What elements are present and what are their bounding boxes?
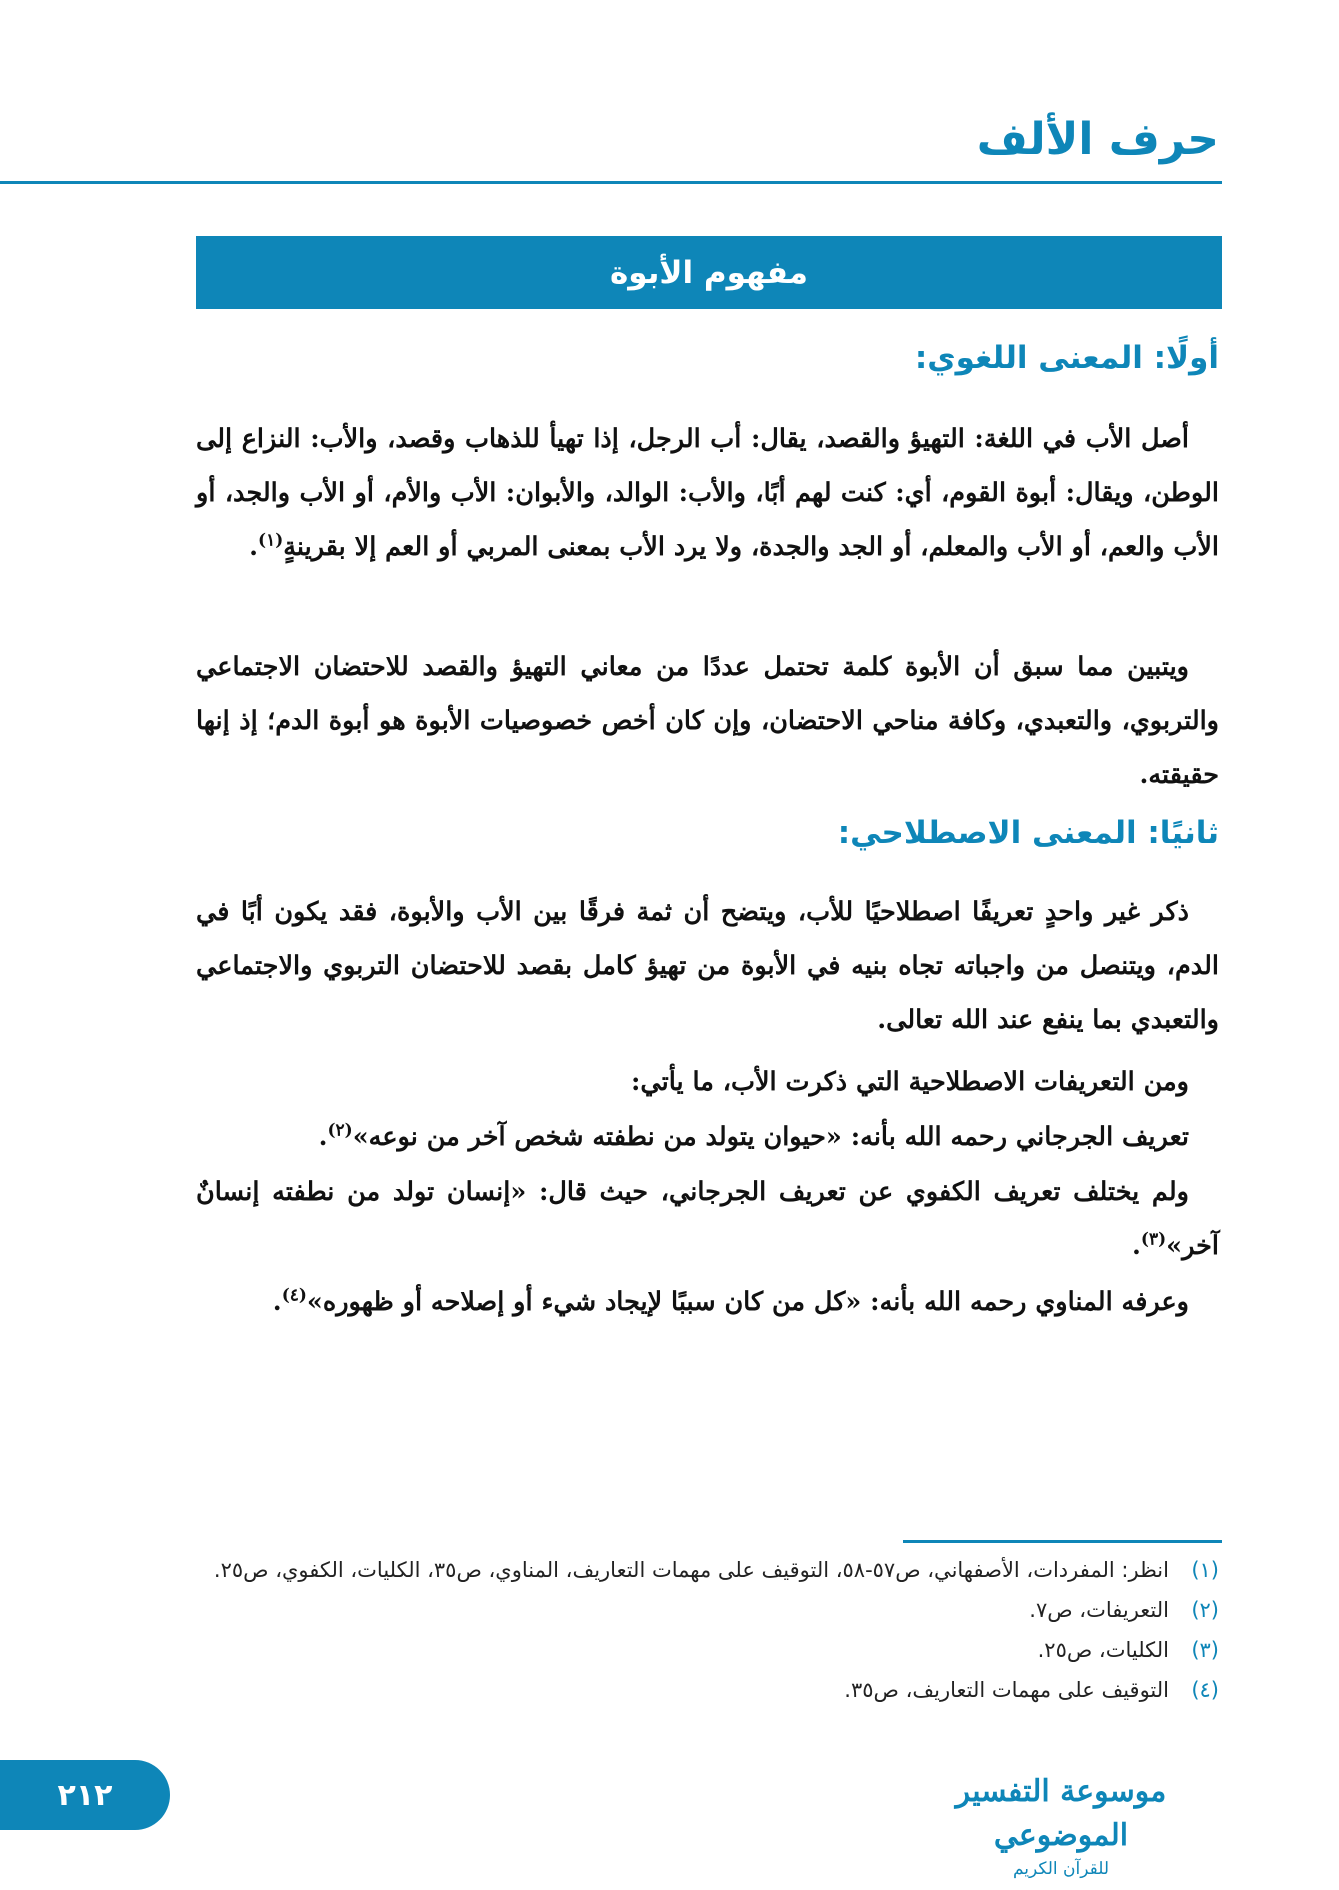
footnote-number: (١) — [1191, 1558, 1219, 1582]
footnote-number: (٤) — [1191, 1678, 1219, 1702]
footnote-ref-3[interactable]: (٣) — [1140, 1229, 1167, 1250]
paragraph-text: أصل الأب في اللغة: التهيؤ والقصد، يقال: أب الرجل، إذا تهيأ للذهاب وقصد، والأب: النزاع إلى الوطن، ويقال: أبوة القوم، أي: كنت لهم أبًا، والأب: الوالد، والأبوان: الأب والأم، أو الأب والجد، أو الأب والعم، أو الأب والمعلم، أو الجد والجدة، ولا يرد الأب بمعنى المربي أو العم إلا بقرينةٍ — [196, 424, 1219, 562]
paragraph-text: ولم يختلف تعريف الكفوي عن تعريف الجرجاني، حيث قال: «إنسان تولد من نطفته إنسانٌ آخر» — [196, 1177, 1219, 1261]
footnote-number: (٢) — [1191, 1598, 1219, 1622]
period: . — [318, 1122, 328, 1152]
logo-title: موسوعة التفسير الموضوعي — [955, 1774, 1167, 1853]
footnote-divider — [903, 1540, 1222, 1543]
footnote-number: (٣) — [1191, 1638, 1219, 1662]
footnote-2 — [196, 1590, 1219, 1630]
heading-technical-meaning: ثانيًا: المعنى الاصطلاحي: — [837, 815, 1219, 851]
period: . — [249, 532, 259, 562]
footnote-ref-4[interactable]: (٤) — [281, 1285, 307, 1306]
footnote-text: الكليات، ص٢٥. — [1037, 1638, 1169, 1662]
period: . — [272, 1287, 282, 1317]
footnote-ref-1[interactable]: (١) — [258, 530, 284, 551]
footnote-text: التعريفات، ص٧. — [1029, 1598, 1169, 1622]
period: . — [1132, 1231, 1141, 1261]
section-title-bar — [196, 236, 1222, 309]
header-divider — [0, 181, 1222, 184]
paragraph-kafawi-definition — [196, 1165, 1219, 1273]
section-title: مفهوم الأبوة — [610, 254, 809, 291]
footnote-text: التوقيف على مهمات التعاريف، ص٣٥. — [844, 1678, 1169, 1702]
paragraph-text: وعرفه المناوي رحمه الله بأنه: «كل من كان سببًا لإيجاد شيء أو إصلاحه أو ظهوره» — [306, 1287, 1189, 1317]
paragraph-linguistic-1 — [196, 412, 1219, 574]
footnote-4 — [196, 1670, 1219, 1710]
heading-linguistic-meaning: أولًا: المعنى اللغوي: — [914, 340, 1219, 376]
footnote-1 — [196, 1550, 1219, 1590]
footnotes — [196, 1550, 1219, 1710]
paragraph-munawi-definition — [196, 1275, 1219, 1329]
logo-subtitle: للقرآن الكريم — [1012, 1859, 1110, 1879]
footnote-ref-2[interactable]: (٢) — [327, 1120, 353, 1141]
paragraph-technical-2: ومن التعريفات الاصطلاحية التي ذكرت الأب، ما يأتي: — [630, 1067, 1189, 1097]
paragraph-text: تعريف الجرجاني رحمه الله بأنه: «حيوان يتولد من نطفته شخص آخر من نوعه» — [352, 1122, 1189, 1152]
footnote-3 — [196, 1630, 1219, 1670]
page-number-badge — [0, 1760, 170, 1830]
paragraph-technical-1: ذكر غير واحدٍ تعريفًا اصطلاحيًا للأب، ويتضح أن ثمة فرقًا بين الأب والأبوة، فقد يكون أبًا في الدم، ويتنصل من واجباته تجاه بنيه في الأبوة من تهيؤ كامل بقصد للاحتضان التربوي والاجتماعي والتعبدي بما ينفع عند الله تعالى. — [196, 897, 1219, 1035]
encyclopedia-logo — [930, 1770, 1192, 1879]
page-number: ٢١٢ — [57, 1777, 113, 1813]
running-header-title: حرف الألف — [976, 114, 1219, 165]
paragraph-jurjani-definition — [196, 1110, 1219, 1164]
paragraph-linguistic-2: ويتبين مما سبق أن الأبوة كلمة تحتمل عددًا من معاني التهيؤ والقصد للاحتضان الاجتماعي والتربوي، والتعبدي، وكافة مناحي الاحتضان، وإن كان أخص خصوصيات الأبوة هو أبوة الدم؛ إذ إنها حقيقته. — [196, 652, 1219, 790]
footnote-text: انظر: المفردات، الأصفهاني، ص٥٧-٥٨، التوقيف على مهمات التعاريف، المناوي، ص٣٥، الكليات، الكفوي، ص٢٥. — [213, 1558, 1169, 1582]
